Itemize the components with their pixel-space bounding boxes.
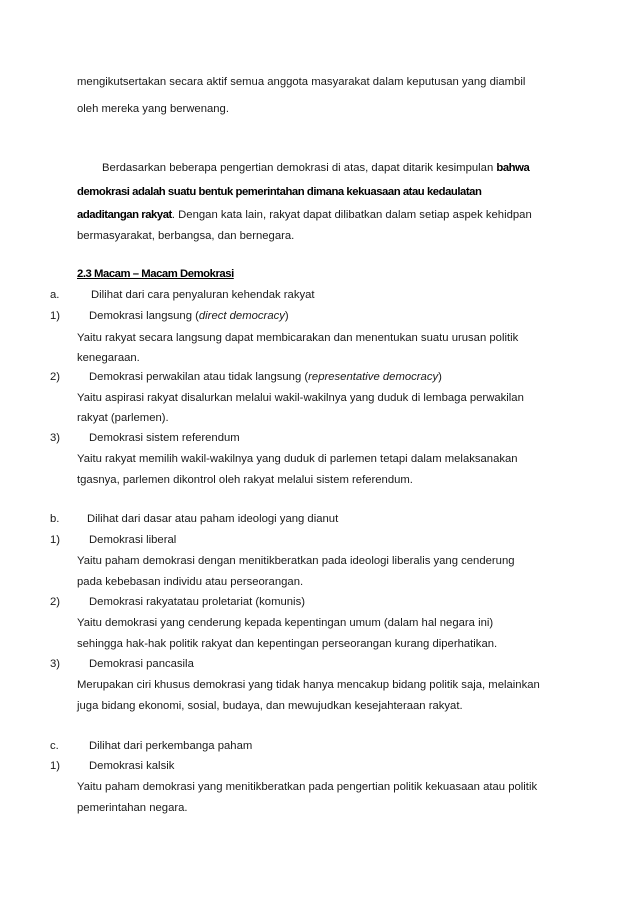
item-a1-title-italic: direct democracy bbox=[198, 310, 285, 322]
group-a-title: Dilihat dari cara penyaluran kehendak rakyat bbox=[91, 289, 315, 301]
conclusion-text-1: Berdasarkan beberapa pengertian demokrasi di atas, dapat ditarik kesimpulan bbox=[102, 162, 497, 174]
item-a1-desc-1: Yaitu rakyat secara langsung dapat membicarakan dan menentukan suatu urusan politik bbox=[77, 332, 519, 344]
item-b3-title: Demokrasi pancasila bbox=[89, 658, 194, 670]
item-a3-title: Demokrasi sistem referendum bbox=[89, 432, 240, 444]
item-a1-desc-2: kenegaraan. bbox=[77, 352, 140, 364]
item-c1-desc-1: Yaitu paham demokrasi yang menitikberatkan pada pengertian politik kekuasaan atau politik bbox=[77, 781, 538, 793]
item-b2-num: 2) bbox=[50, 596, 61, 608]
item-a1-title bbox=[89, 309, 289, 323]
item-b2-desc-2: sehingga hak-hak politik rakyat dan kepentingan perseorangan kurang diperhatikan. bbox=[77, 638, 498, 650]
item-c1-desc-2: pemerintahan negara. bbox=[77, 802, 188, 814]
intro-line-2: oleh mereka yang berwenang. bbox=[77, 103, 229, 115]
conclusion-line-3 bbox=[77, 208, 532, 222]
group-b-title: Dilihat dari dasar atau paham ideologi yang dianut bbox=[87, 513, 339, 525]
conclusion-bold-1: bahwa bbox=[496, 162, 530, 174]
item-b3-num: 3) bbox=[50, 658, 61, 670]
item-b1-desc-1: Yaitu paham demokrasi dengan menitikberatkan pada ideologi liberalis yang cenderung bbox=[77, 555, 515, 567]
intro-line-1: mengikutsertakan secara aktif semua anggota masyarakat dalam keputusan yang diambil bbox=[77, 76, 526, 88]
item-b1-title: Demokrasi liberal bbox=[89, 534, 177, 546]
item-a3-desc-2: tgasnya, parlemen dikontrol oleh rakyat melalui sistem referendum. bbox=[77, 474, 413, 486]
item-a2-desc-2: rakyat (parlemen). bbox=[77, 412, 169, 424]
conclusion-text-3: . Dengan kata lain, rakyat dapat dilibatkan dalam setiap aspek kehidpan bbox=[171, 209, 532, 221]
conclusion-line-1 bbox=[102, 161, 529, 175]
item-c1-num: 1) bbox=[50, 760, 61, 772]
item-b3-desc-1: Merupakan ciri khusus demokrasi yang tidak hanya mencakup bidang politik saja, melainkan bbox=[77, 679, 540, 691]
item-a2-title bbox=[89, 370, 442, 384]
item-b1-desc-2: pada kebebasan individu atau perseorangan. bbox=[77, 576, 304, 588]
item-a1-title-pre: Demokrasi langsung ( bbox=[89, 310, 199, 322]
marker-b: b. bbox=[50, 513, 60, 525]
item-a2-desc-1: Yaitu aspirasi rakyat disalurkan melalui wakil-wakilnya yang duduk di lembaga perwakilan bbox=[77, 392, 524, 404]
conclusion-line-4: bermasyarakat, berbangsa, dan bernegara. bbox=[77, 230, 295, 242]
item-a2-title-post: ) bbox=[438, 371, 442, 383]
item-b2-desc-1: Yaitu demokrasi yang cenderung kepada kepentingan umum (dalam hal negara ini) bbox=[77, 617, 494, 629]
item-b3-desc-2: juga bidang ekonomi, sosial, budaya, dan mewujudkan kesejahteraan rakyat. bbox=[77, 700, 463, 712]
group-c-title: Dilihat dari perkembanga paham bbox=[89, 740, 253, 752]
item-a2-title-pre: Demokrasi perwakilan atau tidak langsung ( bbox=[89, 371, 309, 383]
item-a1-title-post: ) bbox=[284, 310, 289, 322]
marker-c: c. bbox=[50, 740, 59, 752]
conclusion-line-2: demokrasi adalah suatu bentuk pemerintahan dimana kekuasaan atau kedaulatan bbox=[77, 186, 482, 198]
item-a1-num: 1) bbox=[50, 310, 61, 322]
marker-a: a. bbox=[50, 289, 60, 301]
item-c1-title: Demokrasi kalsik bbox=[89, 760, 175, 772]
item-a2-num: 2) bbox=[50, 371, 61, 383]
section-heading: 2.3 Macam – Macam Demokrasi bbox=[77, 268, 234, 280]
item-a3-desc-1: Yaitu rakyat memilih wakil-wakilnya yang duduk di parlemen tetapi dalam melaksanakan bbox=[77, 453, 518, 465]
item-a3-num: 3) bbox=[50, 432, 61, 444]
item-b1-num: 1) bbox=[50, 534, 61, 546]
conclusion-bold-3: adaditangan rakyat bbox=[77, 209, 172, 221]
item-a2-title-italic: representative democracy bbox=[308, 371, 439, 383]
item-b2-title: Demokrasi rakyatatau proletariat (komunis) bbox=[89, 596, 305, 608]
